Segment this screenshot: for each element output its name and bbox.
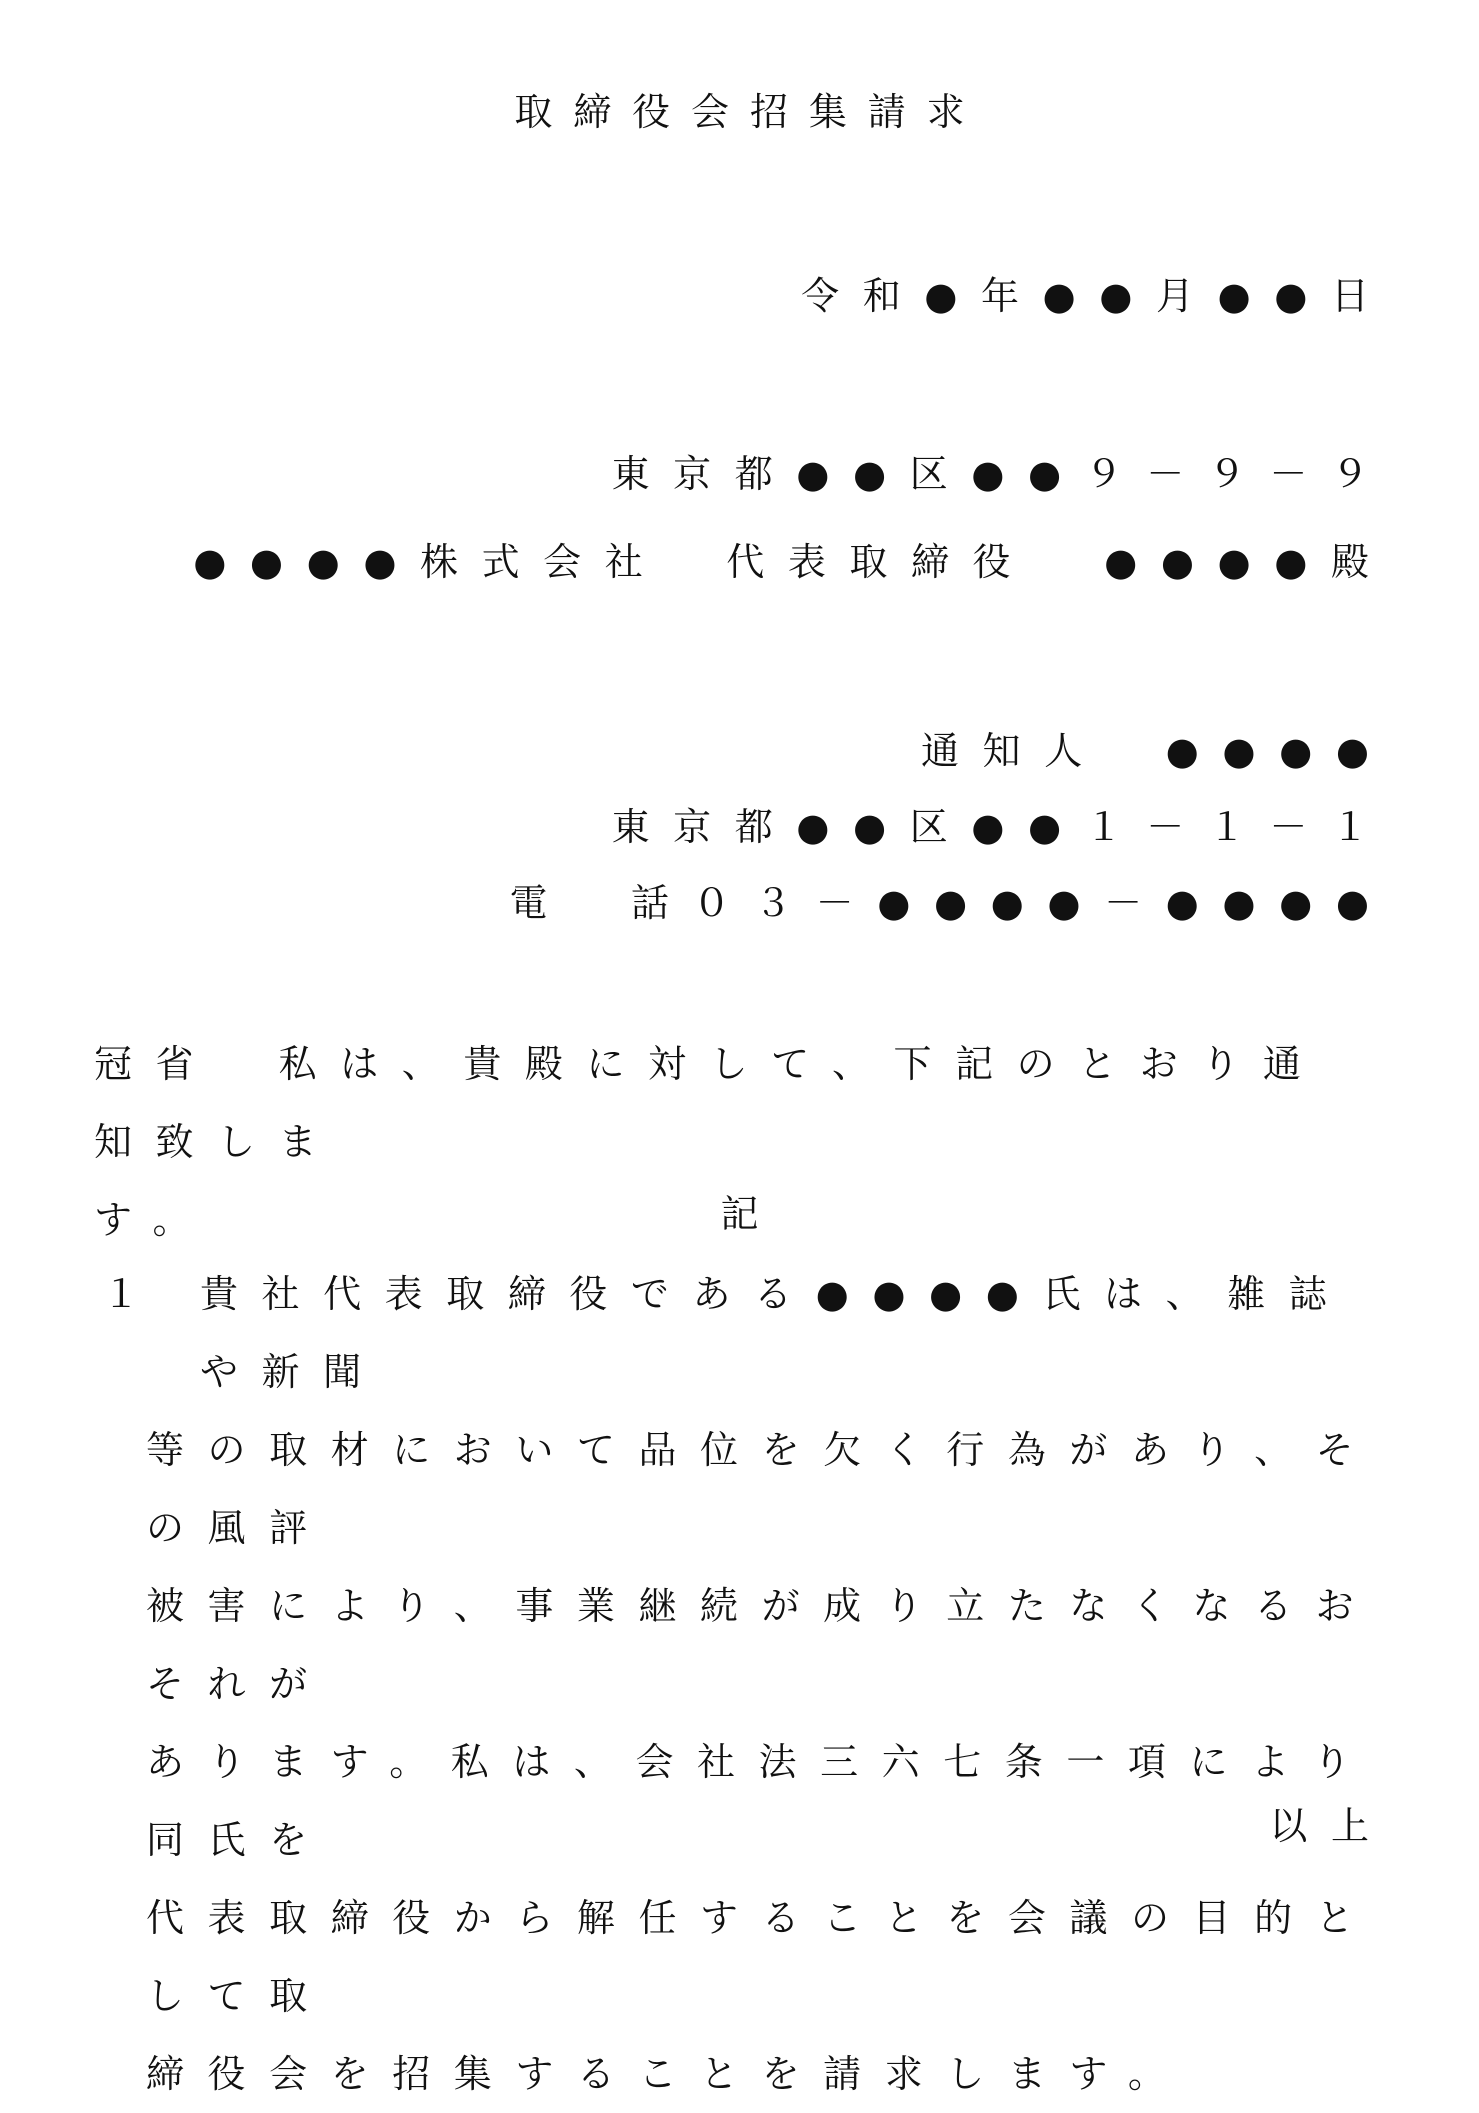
item-number: １ <box>102 1272 164 1316</box>
item-1 <box>94 1255 1394 2113</box>
closing-text: 以上 <box>1269 1804 1393 1848</box>
recipient-line <box>193 538 1392 586</box>
recipient-position: 代表取締役 <box>726 540 1035 584</box>
phone-label-2: 話 <box>631 881 693 925</box>
item-body <box>146 1255 1394 2113</box>
intro-line-1: 冠省 私は、貴殿に対して、下記のとおり通知致しま <box>94 1042 1325 1164</box>
sender-label: 通知人 <box>920 729 1106 773</box>
recipient-company: ●●●●株式会社 <box>193 540 667 584</box>
ki-heading: 記 <box>720 1192 759 1236</box>
document-title: 取締役会招集請求 <box>514 90 986 134</box>
intro-line-2: す。 <box>94 1198 215 1242</box>
phone-number: ０３－●●●●－●●●● <box>692 881 1393 925</box>
sender-phone-line <box>509 879 1392 927</box>
sender-name: ●●●● <box>1165 729 1393 773</box>
document-date: 令和●年●●月●●日 <box>801 274 1393 318</box>
recipient-name: ●●●●殿 <box>1104 540 1393 584</box>
item-line-5: 代表取締役から解任することを会議の目的として取 <box>146 1896 1378 2018</box>
item-line-2: 等の取材において品位を欠く行為があり、その風評 <box>146 1428 1378 1550</box>
item-line-6: 締役会を招集することを請求します。 <box>146 2052 1190 2096</box>
sender-line <box>921 727 1393 775</box>
phone-label-1: 電 <box>509 881 571 925</box>
sender-address: 東京都●●区●●１－１－１ <box>611 805 1393 849</box>
recipient-address: 東京都●●区●●９－９－９ <box>611 452 1393 496</box>
item-line-3: 被害により、事業継続が成り立たなくなるおそれが <box>146 1584 1378 1706</box>
item-line-1: 貴社代表取締役である●●●●氏は、雑誌や新聞 <box>200 1272 1351 1394</box>
item-line-4: あります。私は、会社法三六七条一項により同氏を <box>146 1740 1375 1862</box>
